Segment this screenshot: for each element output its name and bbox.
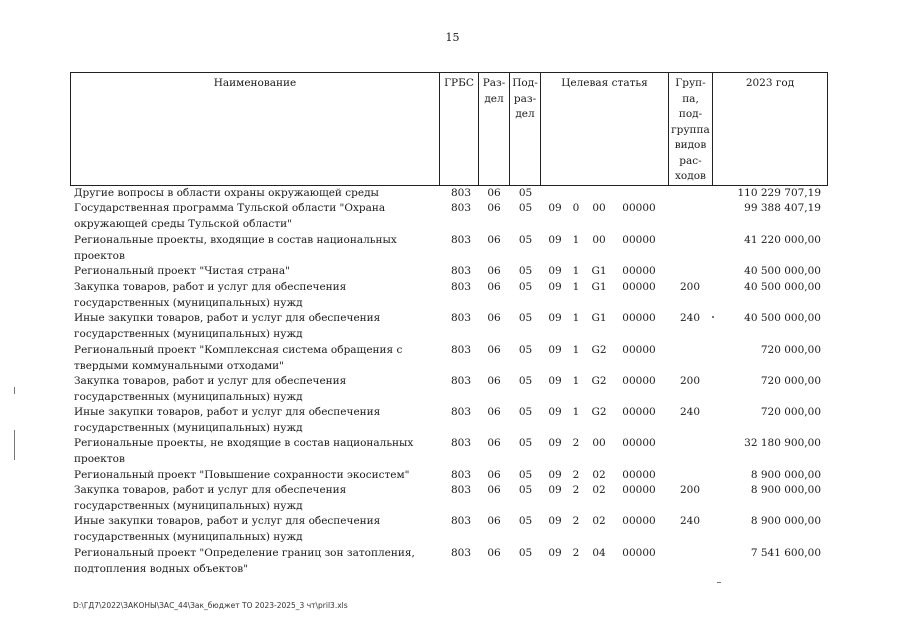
header-year: 2023 год <box>713 73 828 186</box>
cell-grbs: 803 <box>450 437 472 449</box>
cell-proj: G1 <box>591 265 607 277</box>
cell-sum: 40 500 000,00 <box>744 265 821 277</box>
cell-proj: G1 <box>591 281 607 293</box>
cell-razdel: 06 <box>487 437 501 449</box>
cell-sum: 99 388 407,19 <box>744 202 821 214</box>
cell-sum: 40 500 000,00 <box>744 312 821 324</box>
cell-name: Закупка товаров, работ и услуг для обеспечения государственных (муниципальных) нужд <box>74 281 347 309</box>
cell-proj: 00 <box>592 437 606 449</box>
cell-sum: 8 900 000,00 <box>750 484 821 496</box>
cell-code: 00000 <box>622 375 656 387</box>
cell-code: 00000 <box>622 406 656 418</box>
cell-code: 00000 <box>622 344 656 356</box>
cell-razdel: 06 <box>487 547 501 559</box>
cell-name: Региональный проект "Чистая страна" <box>74 265 291 277</box>
cell-vr: 240 <box>679 515 701 527</box>
cell-razdel: 06 <box>487 406 501 418</box>
cell-sub: 1 <box>572 375 580 387</box>
cell-podrazdel: 05 <box>518 281 533 293</box>
cell-podrazdel: 05 <box>518 406 533 418</box>
cell-proj: G1 <box>591 312 607 324</box>
cell-podrazdel: 05 <box>518 344 533 356</box>
cell-sum: 40 500 000,00 <box>744 281 821 293</box>
cell-razdel: 06 <box>487 265 501 277</box>
scan-mark <box>712 316 714 318</box>
cell-code: 00000 <box>622 515 656 527</box>
cell-sum: 110 229 707,19 <box>737 187 821 199</box>
table-header <box>70 72 828 186</box>
cell-sub: 1 <box>572 281 580 293</box>
cell-grbs: 803 <box>450 202 472 214</box>
cell-grbs: 803 <box>450 187 472 199</box>
cell-podrazdel: 05 <box>518 437 533 449</box>
cell-podrazdel: 05 <box>518 484 533 496</box>
scan-mark <box>717 582 721 583</box>
cell-sum: 7 541 600,00 <box>750 547 821 559</box>
cell-prog: 09 <box>548 515 562 527</box>
cell-proj: 00 <box>592 234 606 246</box>
cell-vr: 200 <box>679 484 701 496</box>
cell-proj: 02 <box>592 515 606 527</box>
cell-sum: 720 000,00 <box>760 344 821 356</box>
cell-name: Региональный проект "Повышение сохранности экосистем" <box>74 469 410 481</box>
cell-prog: 09 <box>548 375 562 387</box>
header-razdel: Раз- дел <box>479 73 510 186</box>
cell-prog: 09 <box>548 234 562 246</box>
cell-podrazdel: 05 <box>518 187 533 199</box>
header-target: Целевая статья <box>541 73 669 186</box>
cell-razdel: 06 <box>487 484 501 496</box>
cell-grbs: 803 <box>450 375 472 387</box>
cell-sub: 1 <box>572 234 580 246</box>
page-number: 15 <box>445 31 460 44</box>
scan-mark <box>14 430 15 460</box>
cell-podrazdel: 05 <box>518 265 533 277</box>
cell-code: 00000 <box>622 312 656 324</box>
footer-file-path: D:\ГД7\2022\ЗАКОНЫ\ЗАС_44\Зак_бюджет ТО 2023-2025_3 чт\pril3.xls <box>73 601 348 610</box>
cell-prog: 09 <box>548 484 562 496</box>
cell-proj: G2 <box>591 375 607 387</box>
cell-podrazdel: 05 <box>518 515 533 527</box>
cell-name: Государственная программа Тульской области "Охрана окружающей среды Тульской области" <box>74 202 386 230</box>
cell-grbs: 803 <box>450 281 472 293</box>
cell-grbs: 803 <box>450 265 472 277</box>
cell-razdel: 06 <box>487 344 501 356</box>
cell-proj: G2 <box>591 344 607 356</box>
cell-podrazdel: 05 <box>518 234 533 246</box>
cell-grbs: 803 <box>450 469 472 481</box>
cell-sum: 8 900 000,00 <box>750 515 821 527</box>
cell-sum: 41 220 000,00 <box>744 234 821 246</box>
cell-name: Региональный проект "Определение границ зон затопления, подтопления водных объектов" <box>74 547 415 575</box>
cell-sub: 2 <box>572 469 580 481</box>
cell-prog: 09 <box>548 547 562 559</box>
cell-sub: 2 <box>572 515 580 527</box>
cell-prog: 09 <box>548 437 562 449</box>
cell-prog: 09 <box>548 312 562 324</box>
cell-code: 00000 <box>622 547 656 559</box>
cell-sub: 1 <box>572 406 580 418</box>
cell-razdel: 06 <box>487 469 501 481</box>
cell-grbs: 803 <box>450 547 472 559</box>
cell-name: Иные закупки товаров, работ и услуг для обеспечения государственных (муниципальных) нужд <box>74 406 381 434</box>
cell-code: 00000 <box>622 234 656 246</box>
cell-sub: 1 <box>572 312 580 324</box>
cell-sum: 32 180 900,00 <box>744 437 821 449</box>
cell-razdel: 06 <box>487 375 501 387</box>
cell-podrazdel: 05 <box>518 375 533 387</box>
cell-prog: 09 <box>548 344 562 356</box>
cell-vr: 200 <box>679 281 701 293</box>
cell-proj: 02 <box>592 469 606 481</box>
cell-podrazdel: 05 <box>518 547 533 559</box>
cell-name: Региональные проекты, не входящие в состав национальных проектов <box>74 437 414 465</box>
cell-vr: 240 <box>679 406 701 418</box>
cell-code: 00000 <box>622 265 656 277</box>
cell-sub: 2 <box>572 437 580 449</box>
cell-razdel: 06 <box>487 234 501 246</box>
cell-name: Региональные проекты, входящие в состав национальных проектов <box>74 234 397 262</box>
cell-name: Другие вопросы в области охраны окружающей среды <box>74 187 379 199</box>
cell-grbs: 803 <box>450 234 472 246</box>
cell-name: Иные закупки товаров, работ и услуг для обеспечения государственных (муниципальных) нужд <box>74 515 381 543</box>
cell-grbs: 803 <box>450 344 472 356</box>
cell-grbs: 803 <box>450 312 472 324</box>
cell-razdel: 06 <box>487 281 501 293</box>
cell-code: 00000 <box>622 281 656 293</box>
cell-grbs: 803 <box>450 484 472 496</box>
cell-razdel: 06 <box>487 515 501 527</box>
cell-proj: G2 <box>591 406 607 418</box>
header-name: Наименование <box>71 73 440 186</box>
cell-podrazdel: 05 <box>518 202 533 214</box>
cell-podrazdel: 05 <box>518 312 533 324</box>
cell-grbs: 803 <box>450 406 472 418</box>
cell-podrazdel: 05 <box>518 469 533 481</box>
cell-sub: 1 <box>572 265 580 277</box>
cell-sub: 2 <box>572 484 580 496</box>
scan-mark <box>14 387 15 394</box>
cell-sub: 1 <box>572 344 580 356</box>
header-vr-group: Груп- па, под- группа видов рас- ходов <box>669 73 713 186</box>
cell-name: Иные закупки товаров, работ и услуг для обеспечения государственных (муниципальных) нужд <box>74 312 381 340</box>
header-podrazdel: Под- раз- дел <box>510 73 541 186</box>
cell-sum: 720 000,00 <box>760 375 821 387</box>
cell-razdel: 06 <box>487 187 501 199</box>
cell-proj: 02 <box>592 484 606 496</box>
cell-razdel: 06 <box>487 312 501 324</box>
cell-sum: 720 000,00 <box>760 406 821 418</box>
cell-name: Региональный проект "Комплексная система обращения с твердыми коммунальными отходами" <box>74 344 403 372</box>
cell-sum: 8 900 000,00 <box>750 469 821 481</box>
cell-code: 00000 <box>622 484 656 496</box>
cell-sub: 2 <box>572 547 580 559</box>
cell-name: Закупка товаров, работ и услуг для обеспечения государственных (муниципальных) нужд <box>74 375 347 403</box>
cell-grbs: 803 <box>450 515 472 527</box>
cell-prog: 09 <box>548 202 562 214</box>
cell-code: 00000 <box>622 202 656 214</box>
cell-razdel: 06 <box>487 202 501 214</box>
cell-prog: 09 <box>548 281 562 293</box>
cell-vr: 200 <box>679 375 701 387</box>
cell-proj: 00 <box>592 202 606 214</box>
cell-proj: 04 <box>592 547 606 559</box>
cell-prog: 09 <box>548 406 562 418</box>
cell-name: Закупка товаров, работ и услуг для обеспечения государственных (муниципальных) нужд <box>74 484 347 512</box>
cell-prog: 09 <box>548 265 562 277</box>
cell-code: 00000 <box>622 469 656 481</box>
cell-vr: 240 <box>679 312 701 324</box>
header-grbs: ГРБС <box>440 73 479 186</box>
cell-code: 00000 <box>622 437 656 449</box>
cell-sub: 0 <box>572 202 580 214</box>
cell-prog: 09 <box>548 469 562 481</box>
